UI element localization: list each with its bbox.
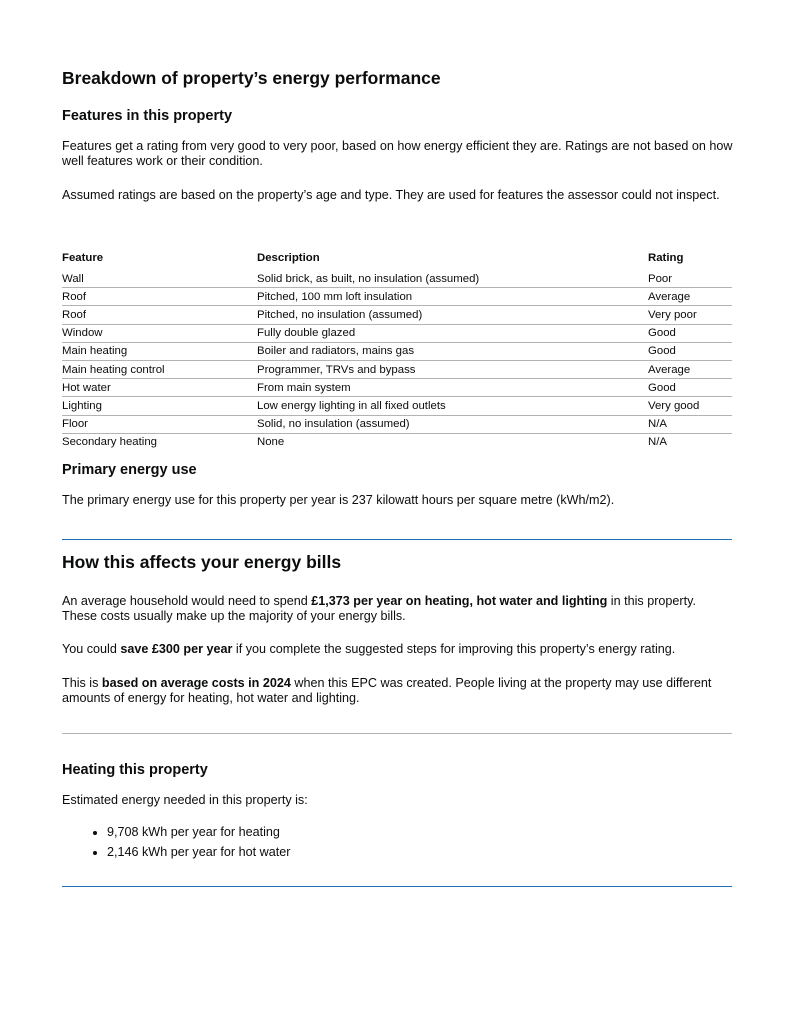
table-header-row <box>62 244 732 270</box>
primary-energy-heading: Primary energy use <box>62 462 197 478</box>
description-cell: Low energy lighting in all fixed outlets <box>257 397 648 415</box>
rating-cell: Average <box>648 288 732 306</box>
section-divider <box>62 539 732 540</box>
rating-cell: Poor <box>648 270 732 288</box>
features-heading: Features in this property <box>62 108 233 124</box>
rating-cell: Very poor <box>648 306 732 324</box>
section-divider <box>62 733 732 734</box>
rating-cell: N/A <box>648 415 732 433</box>
list-item: • 9,708 kWh per year for heating <box>107 822 290 842</box>
bills-average-cost <box>62 594 734 624</box>
description-cell: Fully double glazed <box>257 324 648 342</box>
feature-cell: Floor <box>62 415 257 433</box>
description-cell: Programmer, TRVs and bypass <box>257 360 648 378</box>
average-cost-emphasis: £1,373 per year on heating, hot water and lighting <box>311 594 608 608</box>
header-feature: Feature <box>62 252 104 264</box>
description-cell: Solid, no insulation (assumed) <box>257 415 648 433</box>
text-run: when this EPC was created. People living at the property may use different amounts of energy for heating, hot water and lighting. <box>62 676 712 705</box>
table-row <box>62 270 732 288</box>
list-item: • 2,146 kWh per year for hot water <box>107 842 290 862</box>
table-row <box>62 306 732 324</box>
feature-cell: Main heating <box>62 342 257 360</box>
features-intro: Features get a rating from very good to very poor, based on how energy efficient they are. Ratings are not based on how well features work or their condition. <box>62 139 733 168</box>
rating-cell: Good <box>648 324 732 342</box>
text-run: You could <box>62 642 121 656</box>
cost-basis-emphasis: based on average costs in 2024 <box>101 676 291 690</box>
bills-savings <box>62 642 734 657</box>
feature-cell: Roof <box>62 306 257 324</box>
feature-cell: Hot water <box>62 379 257 397</box>
bills-cost-basis <box>62 676 734 706</box>
table-row <box>62 324 732 342</box>
text-run: if you complete the suggested steps for improving this property’s energy rating. <box>232 642 676 656</box>
text-run: This is <box>62 676 102 690</box>
text-run: in this property. These costs usually make up the majority of your energy bills. <box>62 594 696 623</box>
features-table <box>62 244 732 451</box>
heating-list <box>62 822 290 862</box>
table-row <box>62 342 732 360</box>
rating-cell: Very good <box>648 397 732 415</box>
section-divider <box>62 886 732 887</box>
feature-cell: Main heating control <box>62 360 257 378</box>
heating-intro: Estimated energy needed in this property is: <box>62 793 308 807</box>
feature-cell: Wall <box>62 270 257 288</box>
rating-cell: N/A <box>648 436 667 449</box>
assumed-note: Assumed ratings are based on the property’s age and type. They are used for features the assessor could not inspect. <box>62 188 720 202</box>
table-row <box>62 360 732 378</box>
feature-cell: Lighting <box>62 397 257 415</box>
heating-heading: Heating this property <box>62 762 208 778</box>
primary-energy-text: The primary energy use for this property per year is 237 kilowatt hours per square metre (kWh/m2). <box>62 493 615 507</box>
description-cell: Pitched, 100 mm loft insulation <box>257 288 648 306</box>
bills-title: How this affects your energy bills <box>62 552 342 572</box>
table-row <box>62 288 732 306</box>
feature-cell: Secondary heating <box>62 436 157 449</box>
table-row <box>62 433 732 451</box>
table-row <box>62 397 732 415</box>
description-cell: Solid brick, as built, no insulation (assumed) <box>257 270 648 288</box>
rating-cell: Average <box>648 360 732 378</box>
description-cell: None <box>257 436 285 449</box>
description-cell: From main system <box>257 379 648 397</box>
header-rating: Rating <box>648 252 684 264</box>
rating-cell: Good <box>648 379 732 397</box>
text-run: An average household would need to spend <box>62 594 312 608</box>
header-description: Description <box>257 252 320 264</box>
breakdown-title: Breakdown of property’s energy performance <box>62 68 441 88</box>
table-row <box>62 379 732 397</box>
description-cell: Pitched, no insulation (assumed) <box>257 306 648 324</box>
table-row <box>62 415 732 433</box>
feature-cell: Roof <box>62 288 257 306</box>
rating-cell: Good <box>648 342 732 360</box>
savings-emphasis: save £300 per year <box>120 642 233 656</box>
description-cell: Boiler and radiators, mains gas <box>257 342 648 360</box>
feature-cell: Window <box>62 324 257 342</box>
